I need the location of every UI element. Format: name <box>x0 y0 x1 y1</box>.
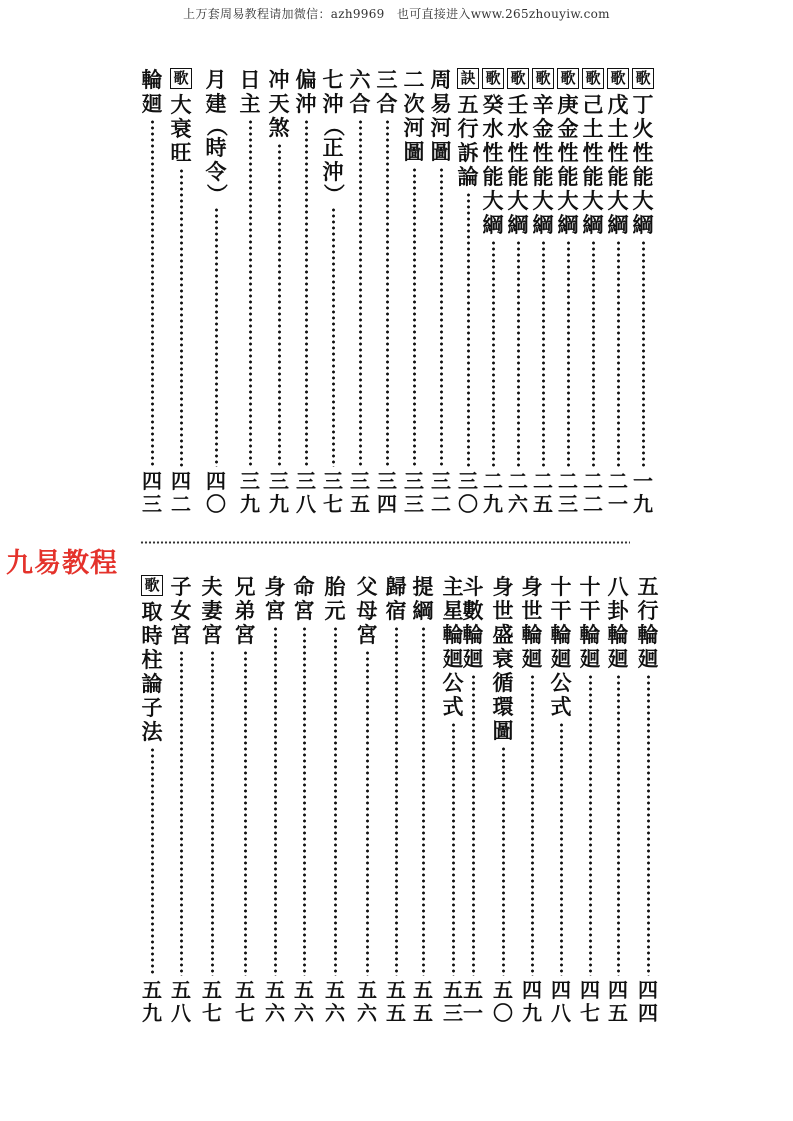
dot-leader <box>642 240 645 467</box>
toc-entry <box>237 68 263 516</box>
dot-leader <box>517 240 520 467</box>
dot-leader <box>472 674 475 976</box>
toc-entry <box>139 575 165 1025</box>
dot-leader <box>560 722 563 976</box>
entry-title <box>482 68 504 237</box>
entry-title <box>608 575 629 671</box>
toc-entry <box>354 575 380 1025</box>
entry-title <box>235 575 256 647</box>
toc-entry <box>203 68 229 516</box>
toc-entry <box>505 68 531 516</box>
entry-title <box>170 68 192 165</box>
entry-title-text: 十 干 輪 廻 <box>579 574 601 671</box>
section-divider <box>140 541 630 547</box>
entry-title <box>377 68 398 116</box>
page-number: 四 三 <box>142 469 162 516</box>
entry-title-text: 五 行 輪 廻 <box>637 574 659 671</box>
page-number: 四 二 <box>171 469 191 516</box>
entry-title <box>206 68 227 204</box>
entry-title <box>607 68 629 237</box>
dot-leader <box>244 650 247 976</box>
dot-leader <box>531 674 534 976</box>
toc-entry <box>480 68 506 516</box>
entry-title <box>296 68 317 116</box>
dot-leader <box>440 167 443 467</box>
page-number: 五 六 <box>294 978 314 1025</box>
entry-title <box>350 68 371 116</box>
entry-title <box>493 575 514 743</box>
page-number: 四 〇 <box>206 469 226 516</box>
toc-entry <box>519 575 545 1025</box>
dot-leader <box>334 626 337 976</box>
entry-title <box>443 575 464 719</box>
boxed-mark: 訣 <box>457 68 479 89</box>
entry-title <box>265 575 286 623</box>
toc-entry <box>580 68 606 516</box>
entry-title-text: 十 干 輪 廻 公 式 <box>550 574 572 719</box>
page-number: 五 七 <box>235 978 255 1025</box>
dot-leader <box>180 168 183 467</box>
page-number: 二 九 <box>483 469 503 516</box>
toc-entry <box>347 68 373 516</box>
boxed-mark: 歌 <box>632 68 654 89</box>
entry-title-text: 七 沖 （ 正 沖 ） <box>321 67 346 205</box>
entry-title-text: 夫 妻 宮 <box>201 574 223 647</box>
toc-entry <box>374 68 400 516</box>
entry-title-text: 提 綱 <box>412 574 434 623</box>
toc-entry <box>530 68 556 516</box>
page-number: 三 八 <box>296 469 316 516</box>
page-number: 二 一 <box>608 469 628 516</box>
dot-leader <box>452 722 455 976</box>
dot-leader <box>151 119 154 467</box>
entry-title-text: 兄 弟 宮 <box>234 574 256 647</box>
entry-title-text: 五 行 訴 論 <box>457 92 479 189</box>
dot-leader <box>180 650 183 976</box>
entry-title <box>404 68 425 164</box>
dot-leader <box>647 674 650 976</box>
entry-title-text: 二 次 河 圖 <box>403 67 425 164</box>
boxed-mark: 歌 <box>141 575 163 596</box>
page-number: 五 七 <box>202 978 222 1025</box>
toc-entry <box>440 575 466 1025</box>
toc-entry <box>401 68 427 516</box>
entry-title-text: 大 衰 旺 <box>170 92 192 165</box>
entry-title-text: 六 合 <box>349 67 371 116</box>
entry-title-text: 月 建 （ 時 令 ） <box>204 67 229 205</box>
toc-entry <box>428 68 454 516</box>
page-number: 三 三 <box>404 469 424 516</box>
page-number: 三 四 <box>377 469 397 516</box>
entry-title-text: 身 世 盛 衰 循 環 圖 <box>492 574 514 743</box>
entry-title <box>141 575 163 744</box>
page-number: 三 〇 <box>458 469 478 516</box>
dot-leader <box>422 626 425 976</box>
entry-title-text: 三 合 <box>376 67 398 116</box>
dot-leader <box>215 207 218 467</box>
page-number: 三 二 <box>431 469 451 516</box>
entry-title <box>171 575 192 647</box>
entry-title-text: 胎 元 <box>324 574 346 623</box>
dot-leader <box>502 746 505 976</box>
entry-title-text: 冲 天 煞 <box>268 67 290 140</box>
toc-entry <box>262 575 288 1025</box>
toc-entry <box>410 575 436 1025</box>
entry-title-text: 偏 沖 <box>295 67 317 116</box>
entry-title <box>522 575 543 671</box>
dot-leader <box>274 626 277 976</box>
entry-title-text: 歸 宿 <box>385 574 407 623</box>
boxed-mark: 歌 <box>482 68 504 89</box>
dot-leader <box>151 747 154 976</box>
entry-title-text: 命 宮 <box>293 574 315 623</box>
page-number: 五 一 <box>463 978 483 1025</box>
entry-title <box>638 575 659 671</box>
entry-title <box>269 68 290 140</box>
toc-entry <box>577 575 603 1025</box>
page-number: 五 六 <box>265 978 285 1025</box>
entry-title <box>325 575 346 623</box>
entry-title-text: 日 主 <box>239 67 261 116</box>
dot-leader <box>249 119 252 467</box>
page-number: 四 五 <box>608 978 628 1025</box>
entry-title <box>240 68 261 116</box>
page-number: 二 二 <box>583 469 603 516</box>
page-number: 四 七 <box>580 978 600 1025</box>
page-number: 二 六 <box>508 469 528 516</box>
toc-entry <box>293 68 319 516</box>
entry-title-text: 身 世 輪 廻 <box>521 574 543 671</box>
entry-title-text: 父 母 宮 <box>356 574 378 647</box>
page-number: 三 九 <box>269 469 289 516</box>
toc-entry <box>266 68 292 516</box>
toc-entry <box>320 68 346 516</box>
toc-entry <box>605 68 631 516</box>
toc-entry <box>555 68 581 516</box>
page-number: 五 五 <box>413 978 433 1025</box>
page-number: 五 六 <box>325 978 345 1025</box>
entry-title-text: 主 星 輪 廻 公 式 <box>442 574 464 719</box>
toc-entry <box>490 575 516 1025</box>
page-number: 五 三 <box>443 978 463 1025</box>
page-number: 二 五 <box>533 469 553 516</box>
dot-leader <box>467 192 470 467</box>
toc-entry <box>139 68 165 516</box>
dot-leader <box>413 167 416 467</box>
dot-leader <box>617 240 620 467</box>
page-number: 二 三 <box>558 469 578 516</box>
entry-title-text: 庚 金 性 能 大 綱 <box>557 92 579 237</box>
entry-title <box>551 575 572 719</box>
toc-entry <box>605 575 631 1025</box>
boxed-mark: 歌 <box>557 68 579 89</box>
page-number: 四 四 <box>638 978 658 1025</box>
entry-title-text: 身 宮 <box>264 574 286 623</box>
page-number: 四 八 <box>551 978 571 1025</box>
dot-leader <box>359 119 362 467</box>
entry-title-text: 子 女 宮 <box>170 574 192 647</box>
toc-entry <box>322 575 348 1025</box>
dot-leader <box>386 119 389 467</box>
dot-leader <box>332 207 335 467</box>
entry-title <box>142 68 163 116</box>
entry-title <box>202 575 223 647</box>
dot-leader <box>567 240 570 467</box>
toc-entry <box>199 575 225 1025</box>
entry-title <box>457 68 479 189</box>
toc-entry <box>232 575 258 1025</box>
boxed-mark: 歌 <box>582 68 604 89</box>
entry-title-text: 斗 數 輪 廻 <box>462 574 484 671</box>
entry-title <box>557 68 579 237</box>
toc-entry <box>630 68 656 516</box>
entry-title-text: 丁 火 性 能 大 綱 <box>632 92 654 237</box>
entry-title <box>532 68 554 237</box>
brand-logo: 九易教程 <box>6 548 118 579</box>
entry-title <box>507 68 529 237</box>
dot-leader <box>211 650 214 976</box>
page-number: 五 九 <box>142 978 162 1025</box>
entry-title-text: 八 卦 輪 廻 <box>607 574 629 671</box>
toc-entry <box>635 575 661 1025</box>
entry-title <box>431 68 452 164</box>
page-number: 三 五 <box>350 469 370 516</box>
entry-title-text: 戊 土 性 能 大 綱 <box>607 92 629 237</box>
toc-entry <box>548 575 574 1025</box>
page-number: 一 九 <box>633 469 653 516</box>
entry-title <box>580 575 601 671</box>
entry-title-text: 己 土 性 能 大 綱 <box>582 92 604 237</box>
toc-entry <box>455 68 481 516</box>
boxed-mark: 歌 <box>607 68 629 89</box>
entry-title <box>413 575 434 623</box>
toc-entry <box>168 575 194 1025</box>
entry-title <box>582 68 604 237</box>
dot-leader <box>617 674 620 976</box>
page-number: 四 九 <box>522 978 542 1025</box>
entry-title <box>294 575 315 623</box>
toc-entry <box>383 575 409 1025</box>
entry-title-text: 取 時 柱 論 子 法 <box>141 599 163 744</box>
page-number: 五 六 <box>357 978 377 1025</box>
dot-leader <box>305 119 308 467</box>
dot-leader <box>278 143 281 467</box>
dot-leader <box>303 626 306 976</box>
entry-title-text: 輪 廻 <box>141 67 163 116</box>
page-number: 五 八 <box>171 978 191 1025</box>
boxed-mark: 歌 <box>507 68 529 89</box>
toc-entry <box>291 575 317 1025</box>
dot-leader <box>366 650 369 976</box>
entry-title <box>323 68 344 204</box>
entry-title-text: 辛 金 性 能 大 綱 <box>532 92 554 237</box>
boxed-mark: 歌 <box>170 68 192 89</box>
toc-entry <box>168 68 194 516</box>
watermark-banner: 上万套周易教程请加微信：azh9969 也可直接进入www.265zhouyiw.com <box>183 7 610 21</box>
entry-title <box>357 575 378 647</box>
page-number: 三 九 <box>240 469 260 516</box>
entry-title-text: 癸 水 性 能 大 綱 <box>482 92 504 237</box>
dot-leader <box>589 674 592 976</box>
dot-leader <box>395 626 398 976</box>
entry-title <box>386 575 407 623</box>
page-number: 五 〇 <box>493 978 513 1025</box>
page-number: 五 五 <box>386 978 406 1025</box>
dot-leader <box>592 240 595 467</box>
entry-title-text: 周 易 河 圖 <box>430 67 452 164</box>
entry-title <box>632 68 654 237</box>
boxed-mark: 歌 <box>532 68 554 89</box>
page-number: 三 七 <box>323 469 343 516</box>
dot-leader <box>542 240 545 467</box>
dot-leader <box>492 240 495 467</box>
entry-title-text: 壬 水 性 能 大 綱 <box>507 92 529 237</box>
